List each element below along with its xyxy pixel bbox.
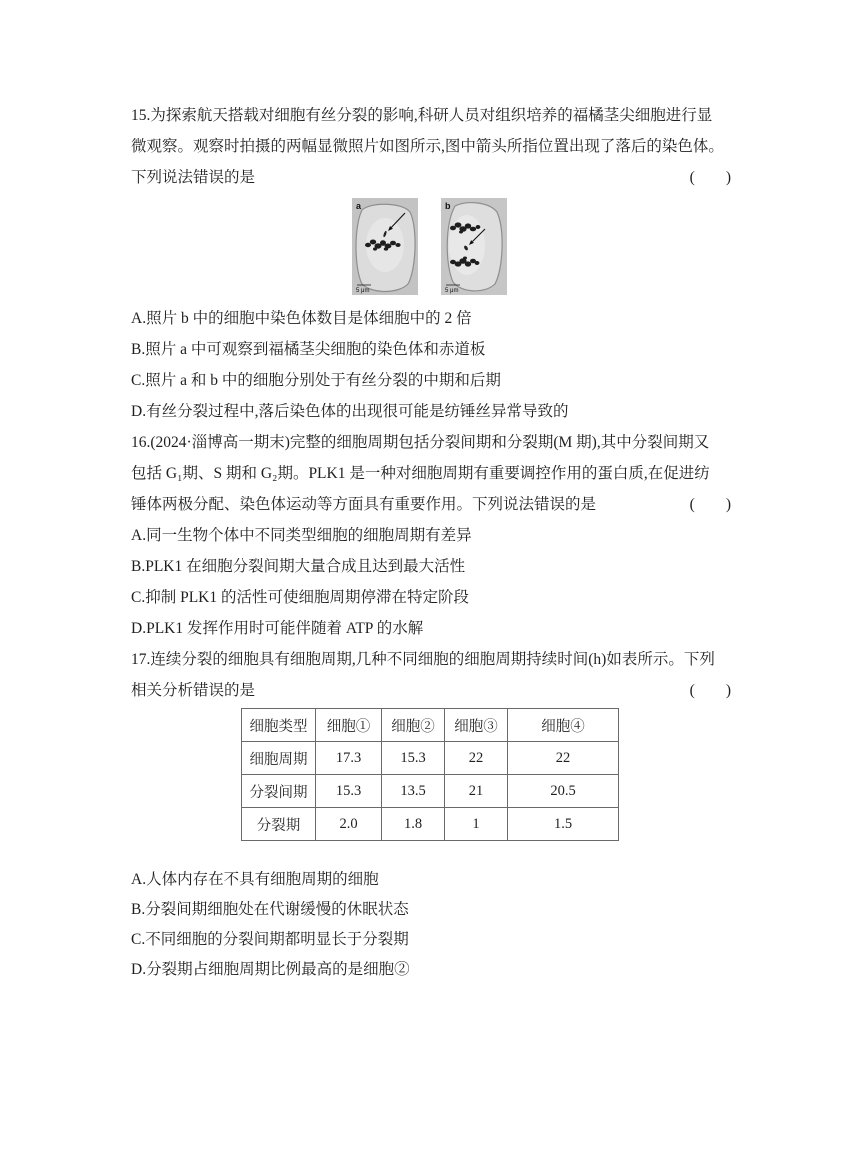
table-row bbox=[242, 808, 619, 841]
option-15-d bbox=[131, 396, 731, 427]
table-header-cell: 细胞④ bbox=[508, 709, 619, 742]
stem-line bbox=[131, 162, 731, 193]
cell-cycle-table bbox=[241, 708, 619, 841]
table-cell: 分裂间期 bbox=[242, 775, 316, 808]
table-cell: 1.8 bbox=[382, 808, 445, 841]
stem-text: 包括 G₁期、S 期和 G₂期。PLK1 是一种对细胞周期有重要调控作用的蛋白质,在促进纺 bbox=[131, 465, 710, 482]
table-header-cell: 细胞② bbox=[382, 709, 445, 742]
option-16-d bbox=[131, 613, 731, 644]
answer-bracket: ( ) bbox=[689, 169, 731, 186]
table-cell: 分裂期 bbox=[242, 808, 316, 841]
table-cell: 1.5 bbox=[508, 808, 619, 841]
table-row bbox=[242, 742, 619, 775]
option-text: C.不同细胞的分裂间期都明显长于分裂期 bbox=[131, 931, 409, 948]
option-text: A.照片 b 中的细胞中染色体数目是体细胞中的 2 倍 bbox=[131, 310, 472, 327]
micrograph-a bbox=[352, 198, 418, 295]
stem-text: 下列说法错误的是 bbox=[131, 169, 256, 186]
question-17-stem-line bbox=[131, 675, 731, 706]
stem-line bbox=[131, 131, 731, 162]
table-cell: 20.5 bbox=[508, 775, 619, 808]
option-text: D.PLK1 发挥作用时可能伴随着 ATP 的水解 bbox=[131, 620, 424, 637]
option-15-b bbox=[131, 334, 731, 365]
option-17-d bbox=[131, 955, 731, 985]
stem-line bbox=[131, 100, 731, 131]
question-17-options bbox=[131, 865, 731, 985]
table-cell: 2.0 bbox=[316, 808, 382, 841]
stem-text: 相关分析错误的是 bbox=[131, 682, 256, 699]
answer-bracket: ( ) bbox=[689, 682, 731, 699]
table-cell: 22 bbox=[508, 742, 619, 775]
micrograph-b bbox=[441, 198, 507, 295]
table-header-cell: 细胞类型 bbox=[242, 709, 316, 742]
table-cell: 13.5 bbox=[382, 775, 445, 808]
table-cell: 细胞周期 bbox=[242, 742, 316, 775]
option-16-b bbox=[131, 551, 731, 582]
stem-text: 15.为探索航天搭载对细胞有丝分裂的影响,科研人员对组织培养的福橘茎尖细胞进行显 bbox=[131, 107, 713, 124]
option-text: C.照片 a 和 b 中的细胞分别处于有丝分裂的中期和后期 bbox=[131, 372, 501, 389]
scale-label: 5 μm bbox=[445, 288, 459, 294]
option-text: A.人体内存在不具有细胞周期的细胞 bbox=[131, 871, 379, 888]
option-15-c bbox=[131, 365, 731, 396]
option-16-a bbox=[131, 520, 731, 551]
questions-flow bbox=[131, 303, 731, 706]
option-17-b bbox=[131, 895, 731, 925]
option-text: D.有丝分裂过程中,落后染色体的出现很可能是纺锤丝异常导致的 bbox=[131, 403, 569, 420]
option-text: B.照片 a 中可观察到福橘茎尖细胞的染色体和赤道板 bbox=[131, 341, 486, 358]
table-cell: 17.3 bbox=[316, 742, 382, 775]
option-text: C.抑制 PLK1 的活性可使细胞周期停滞在特定阶段 bbox=[131, 589, 469, 606]
question-15-stem bbox=[131, 100, 731, 193]
stem-text: 17.连续分裂的细胞具有细胞周期,几种不同细胞的细胞周期持续时间(h)如表所示。下列 bbox=[131, 651, 715, 668]
question-16-stem-line bbox=[131, 458, 731, 489]
answer-bracket: ( ) bbox=[689, 496, 731, 513]
table-cell: 15.3 bbox=[316, 775, 382, 808]
table-cell: 22 bbox=[445, 742, 508, 775]
option-text: B.分裂间期细胞处在代谢缓慢的休眠状态 bbox=[131, 901, 409, 918]
table-header-row bbox=[242, 709, 619, 742]
option-text: B.PLK1 在细胞分裂间期大量合成且达到最大活性 bbox=[131, 558, 466, 575]
question-16-stem-line bbox=[131, 427, 731, 458]
table-row bbox=[242, 775, 619, 808]
table-header-cell: 细胞① bbox=[316, 709, 382, 742]
table-header-cell: 细胞③ bbox=[445, 709, 508, 742]
stem-text: 锤体两极分配、染色体运动等方面具有重要作用。下列说法错误的是 bbox=[131, 496, 597, 513]
scale-label: 5 μm bbox=[356, 288, 370, 294]
table-cell: 15.3 bbox=[382, 742, 445, 775]
option-text: D.分裂期占细胞周期比例最高的是细胞② bbox=[131, 961, 410, 978]
option-17-c bbox=[131, 925, 731, 955]
stem-text: 微观察。观察时拍摄的两幅显微照片如图所示,图中箭头所指位置出现了落后的染色体。 bbox=[131, 138, 724, 155]
option-16-c bbox=[131, 582, 731, 613]
option-15-a bbox=[131, 303, 731, 334]
panel-label: a bbox=[356, 201, 362, 211]
table-cell: 1 bbox=[445, 808, 508, 841]
stem-text: 16.(2024·淄博高一期末)完整的细胞周期包括分裂间期和分裂期(M 期),其中分裂间期又 bbox=[131, 434, 710, 451]
panel-label: b bbox=[445, 201, 451, 211]
option-text: A.同一生物个体中不同类型细胞的细胞周期有差异 bbox=[131, 527, 472, 544]
option-17-a bbox=[131, 865, 731, 895]
question-17-stem-line bbox=[131, 644, 731, 675]
question-16-stem-line bbox=[131, 489, 731, 520]
table-cell: 21 bbox=[445, 775, 508, 808]
